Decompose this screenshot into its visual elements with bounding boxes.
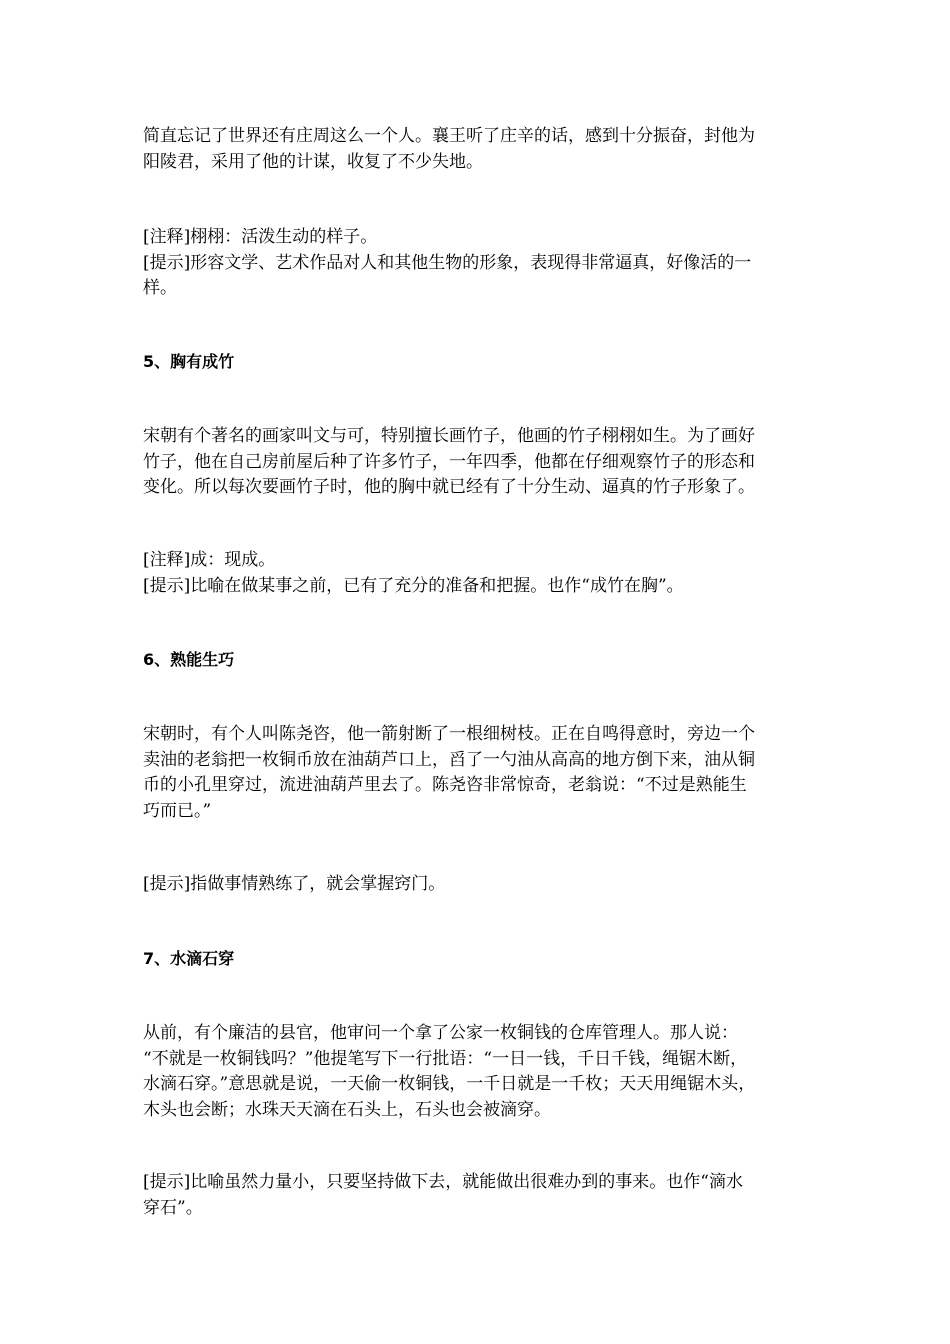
text-line: 卖油的老翁把一枚铜币放在油葫芦口上，舀了一勺油从高高的地方倒下来，油从铜 [143,749,755,770]
text-line: 宋朝有个著名的画家叫文与可，特别擅长画竹子，他画的竹子栩栩如生。为了画好 [143,426,755,446]
note-paragraph-5 [143,548,815,599]
text-line: 宋朝时，有个人叫陈尧咨，他一箭射断了一根细树枝。正在自鸣得意时，旁边一个 [143,724,755,744]
text-line: 竹子，他在自己房前屋后种了许多竹子，一年四季，他都在仔细观察竹子的形态和 [143,451,755,472]
note-paragraph-7 [143,1170,815,1221]
text-line: [注释]成：现成。 [143,550,276,570]
text-line: 木头也会断；水珠天天滴在石头上，石头也会被滴穿。 [143,1099,551,1120]
text-line: 水滴石穿。”意思就是说，一天偷一枚铜钱，一千日就是一千枚；天天用绳锯木头， [143,1074,756,1094]
section-heading-6: 6、熟能生巧 [143,650,235,669]
text-line: [注释]栩栩：活泼生动的样子。 [143,227,378,247]
text-line: 简直忘记了世界还有庄周这么一个人。襄王听了庄辛的话，感到十分振奋，封他为 [143,126,755,146]
text-line: [提示]比喻虽然力量小，只要坚持做下去，就能做出很难办到的事来。也作“滴水 [143,1172,743,1192]
text-line: [提示]形容文学、艺术作品对人和其他生物的形象，表现得非常逼真，好像活的一 [143,252,752,273]
text-line: “不就是一枚铜钱吗？”他提笔写下一行批语：“一日一钱，千日千钱，绳锯木断， [143,1048,748,1069]
story-paragraph-5 [143,424,815,501]
note-paragraph-6 [143,872,815,898]
section-heading-5: 5、胸有成竹 [143,352,235,371]
text-line: 币的小孔里穿过，流进油葫芦里去了。陈尧咨非常惊奇，老翁说：“不过是熟能生 [143,775,747,795]
text-line: [提示]指做事情熟练了，就会掌握窍门。 [143,874,446,894]
intro-paragraph [143,124,815,175]
text-line: [提示]比喻在做某事之前，已有了充分的准备和把握。也作“成竹在胸”。 [143,575,684,596]
text-line: 阳陵君，采用了他的计谋，收复了不少失地。 [143,151,483,172]
text-line: 巧而已。” [143,800,212,821]
text-line: 从前，有个廉洁的县官，他审问一个拿了公家一枚铜钱的仓库管理人。那人说： [143,1023,738,1043]
text-line: 穿石”。 [143,1197,203,1218]
story-paragraph-7 [143,1021,815,1123]
story-paragraph-6 [143,722,815,824]
note-paragraph-4 [143,225,815,302]
text-line: 样。 [143,278,177,298]
text-line: 变化。所以每次要画竹子时，他的胸中就已经有了十分生动、逼真的竹子形象了。 [143,477,755,497]
section-heading-7: 7、水滴石穿 [143,949,235,968]
